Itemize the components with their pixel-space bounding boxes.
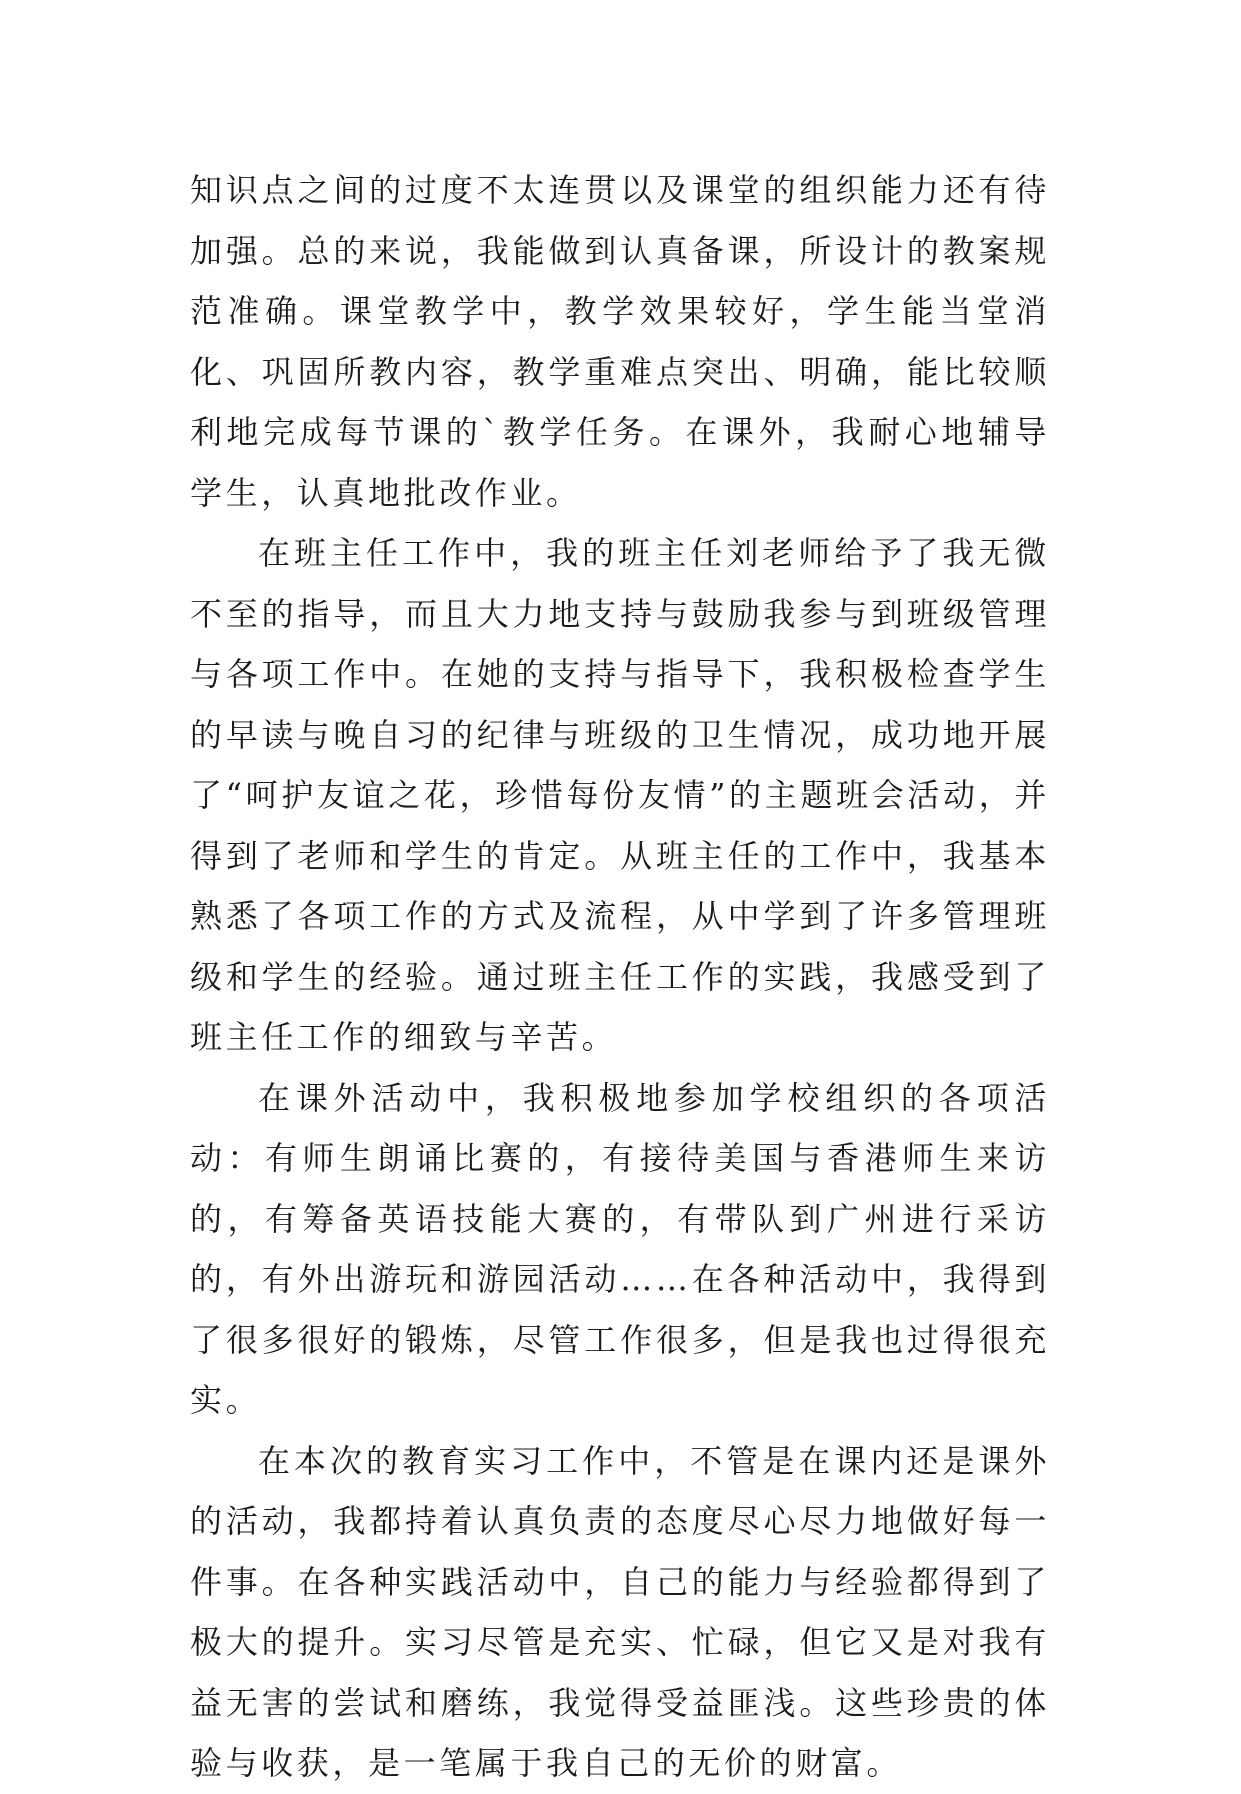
paragraph-2: 在班主任工作中，我的班主任刘老师给予了我无微不至的指导，而且大力地支持与鼓励我参与到班级管理与各项工作中。在她的支持与指导下，我积极检查学生的早读与晚自习的纪律与班级的卫生情况，成功地开展了“呵护友谊之花，珍惜每份友情”的主题班会活动，并得到了老师和学生的肯定。从班主任的工作中，我基本熟悉了各项工作的方式及流程，从中学到了许多管理班级和学生的经验。通过班主任工作的实践，我感受到了班主任工作的细致与辛苦。 <box>190 534 1050 1056</box>
paragraph-4: 在本次的教育实习工作中，不管是在课内还是课外的活动，我都持着认真负责的态度尽心尽力地做好每一件事。在各种实践活动中，自己的能力与经验都得到了极大的提升。实习尽管是充实、忙碌，但它又是对我有益无害的尝试和磨练，我觉得受益匪浅。这些珍贵的体验与收获，是一笔属于我自己的无价的财富。 <box>190 1441 1050 1782</box>
paragraph-3: 在课外活动中，我积极地参加学校组织的各项活动：有师生朗诵比赛的，有接待美国与香港师生来访的，有筹备英语技能大赛的，有带队到广州进行采访的，有外出游玩和游园活动……在各种活动中，我得到了很多很好的锻炼，尽管工作很多，但是我也过得很充实。 <box>190 1078 1050 1419</box>
document-body <box>190 160 1050 1794</box>
paragraph-1: 知识点之间的过度不太连贯以及课堂的组织能力还有待加强。总的来说，我能做到认真备课，所设计的教案规范准确。课堂教学中，教学效果较好，学生能当堂消化、巩固所教内容，教学重难点突出、明确，能比较顺利地完成每节课的`教学任务。在课外，我耐心地辅导学生，认真地批改作业。 <box>190 171 1050 512</box>
